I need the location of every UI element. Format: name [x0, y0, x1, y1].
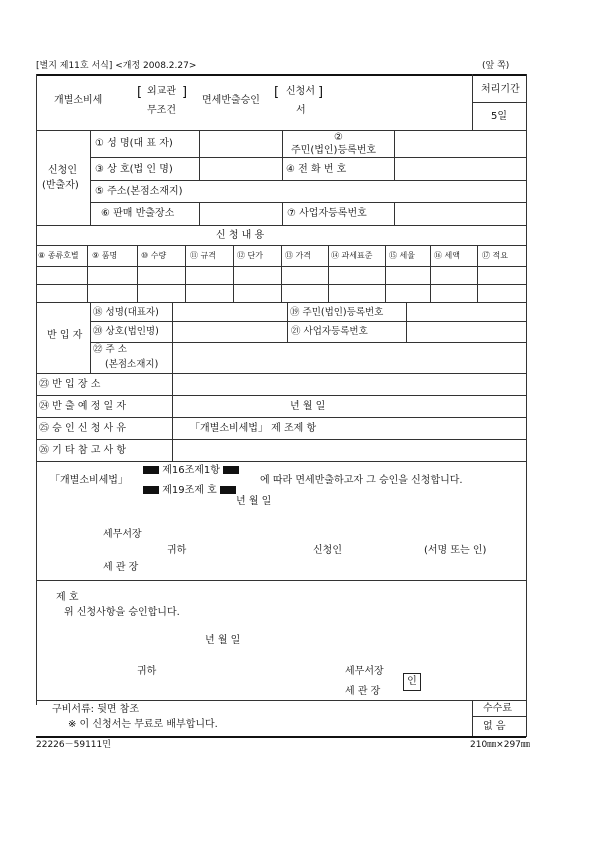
page-side-label: (앞 쪽) [482, 61, 510, 71]
declaration-tax-office: 세무서장 [103, 529, 142, 540]
applicant-name-label: ① 성 명(대 표 자) [95, 138, 173, 149]
fee-label: 수수료 [483, 703, 512, 714]
col-spec: ⑪ 규격 [190, 251, 216, 260]
title-prefix: 개별소비세 [54, 95, 103, 106]
reason-value: 「개별소비세법」 제 조제 항 [190, 423, 317, 434]
title-main: 면세반출승인 [202, 95, 260, 106]
col-item-name: ⑨ 품명 [92, 251, 118, 260]
approval-customs-office: 세 관 장 [345, 686, 381, 697]
recipient-idnum-label: ⑲ 주민(법인)등록번호 [290, 307, 384, 318]
free-distribution-note: ※ 이 신청서는 무료로 배부합니다. [68, 719, 218, 730]
paper-size: 210㎜×297㎜ [470, 740, 530, 750]
col-unit-price: ⑫ 단가 [237, 251, 263, 260]
bracket-left-1: [ [137, 85, 143, 100]
applicant-idnum-label: 주민(법인)등록번호 [291, 145, 377, 156]
declaration-law: 「개별소비세법」 [50, 475, 128, 486]
approval-statement: 위 신청사항을 승인합니다. [64, 607, 180, 618]
export-date-label: ㉔ 반 출 예 정 일 자 [39, 401, 127, 412]
required-documents: 구비서류: 뒷면 참조 [52, 704, 140, 715]
filled-square-icon [151, 466, 159, 474]
filled-square-icon [223, 466, 231, 474]
recipient-bizreg-label: ㉑ 사업자등록번호 [291, 326, 368, 337]
reason-label: ㉕ 승 인 신 청 사 유 [39, 423, 127, 434]
title-suffix-application: 신청서 [286, 86, 315, 97]
clause-2-text: 제19조제 호 [162, 485, 217, 496]
declaration-customs-office: 세 관 장 [103, 562, 139, 573]
clause-1-text: 제16조제1항 [162, 465, 220, 476]
declaration-text: 에 따라 면세반출하고자 그 승인을 신청합니다. [260, 475, 463, 486]
recipient-address-label: ㉒ 주 소 [93, 344, 127, 355]
form-reference: [별지 제11호 서식] <개정 2008.2.27> [36, 61, 197, 71]
approval-honorific: 귀하 [137, 666, 157, 677]
applicant-phone-label: ④ 전 화 번 호 [286, 164, 347, 175]
seal-stamp-box: 인 [403, 673, 421, 691]
col-price: ⑬ 가격 [285, 251, 311, 260]
applicant-address-label: ⑤ 주소(본점소재지) [95, 186, 183, 197]
fee-value: 없 음 [483, 721, 506, 732]
form-code: 22226－59111민 [36, 740, 111, 750]
declaration-clause-1 [143, 466, 239, 476]
filled-square-icon [143, 466, 151, 474]
applicant-section-label: 신청인 [48, 165, 77, 176]
col-tax-amount: ⑯ 세액 [434, 251, 460, 260]
col-tax-rate: ⑮ 세율 [389, 251, 415, 260]
filled-square-icon [228, 486, 236, 494]
applicant-sales-place-label: ⑥ 판매 반출장소 [101, 208, 175, 219]
processing-period-value: 5일 [491, 111, 508, 122]
declaration-signature-label: (서명 또는 인) [424, 545, 487, 556]
bracket-right-1: ] [182, 85, 188, 100]
title-suffix-document: 서 [296, 105, 306, 116]
notes-label: ㉖ 기 타 참 고 사 항 [39, 445, 127, 456]
processing-period-label: 처리기간 [481, 84, 520, 95]
bracket-right-2: ] [318, 85, 324, 100]
title-option-unconditional: 무조건 [147, 105, 176, 116]
intake-place-label: ㉓ 반 입 장 소 [39, 379, 101, 390]
approval-date: 년 월 일 [205, 635, 241, 646]
declaration-applicant-label: 신청인 [313, 545, 342, 556]
bracket-left-2: [ [274, 85, 280, 100]
approval-number: 제 호 [56, 592, 79, 603]
filled-square-icon [220, 486, 228, 494]
filled-square-icon [231, 466, 239, 474]
applicant-section-sublabel: (반출자) [42, 180, 79, 191]
col-type: ⑧ 종류호별 [38, 251, 79, 260]
col-tax-base: ⑭ 과세표준 [331, 251, 373, 260]
applicant-tradename-label: ③ 상 호(법 인 명) [95, 164, 173, 175]
declaration-clause-2 [143, 486, 236, 496]
recipient-name-label: ⑱ 성명(대표자) [93, 307, 159, 318]
applicant-idnum-number: ② [334, 132, 343, 143]
recipient-tradename-label: ⑳ 상호(법인명) [93, 326, 159, 337]
filled-square-icon [143, 486, 151, 494]
declaration-honorific: 귀하 [167, 545, 187, 556]
filled-square-icon [151, 486, 159, 494]
export-date-value: 년 월 일 [290, 401, 326, 412]
declaration-date: 년 월 일 [236, 496, 272, 507]
details-title: 신 청 내 용 [216, 230, 265, 241]
recipient-section-label: 반 입 자 [47, 330, 83, 341]
applicant-bizreg-label: ⑦ 사업자등록번호 [287, 208, 367, 219]
col-quantity: ⑩ 수량 [141, 251, 167, 260]
approval-tax-office: 세무서장 [345, 666, 384, 677]
col-remarks: ⑰ 적요 [482, 251, 508, 260]
title-option-diplomat: 외교관 [147, 86, 176, 97]
recipient-address-sublabel: (본점소재지) [105, 359, 159, 370]
